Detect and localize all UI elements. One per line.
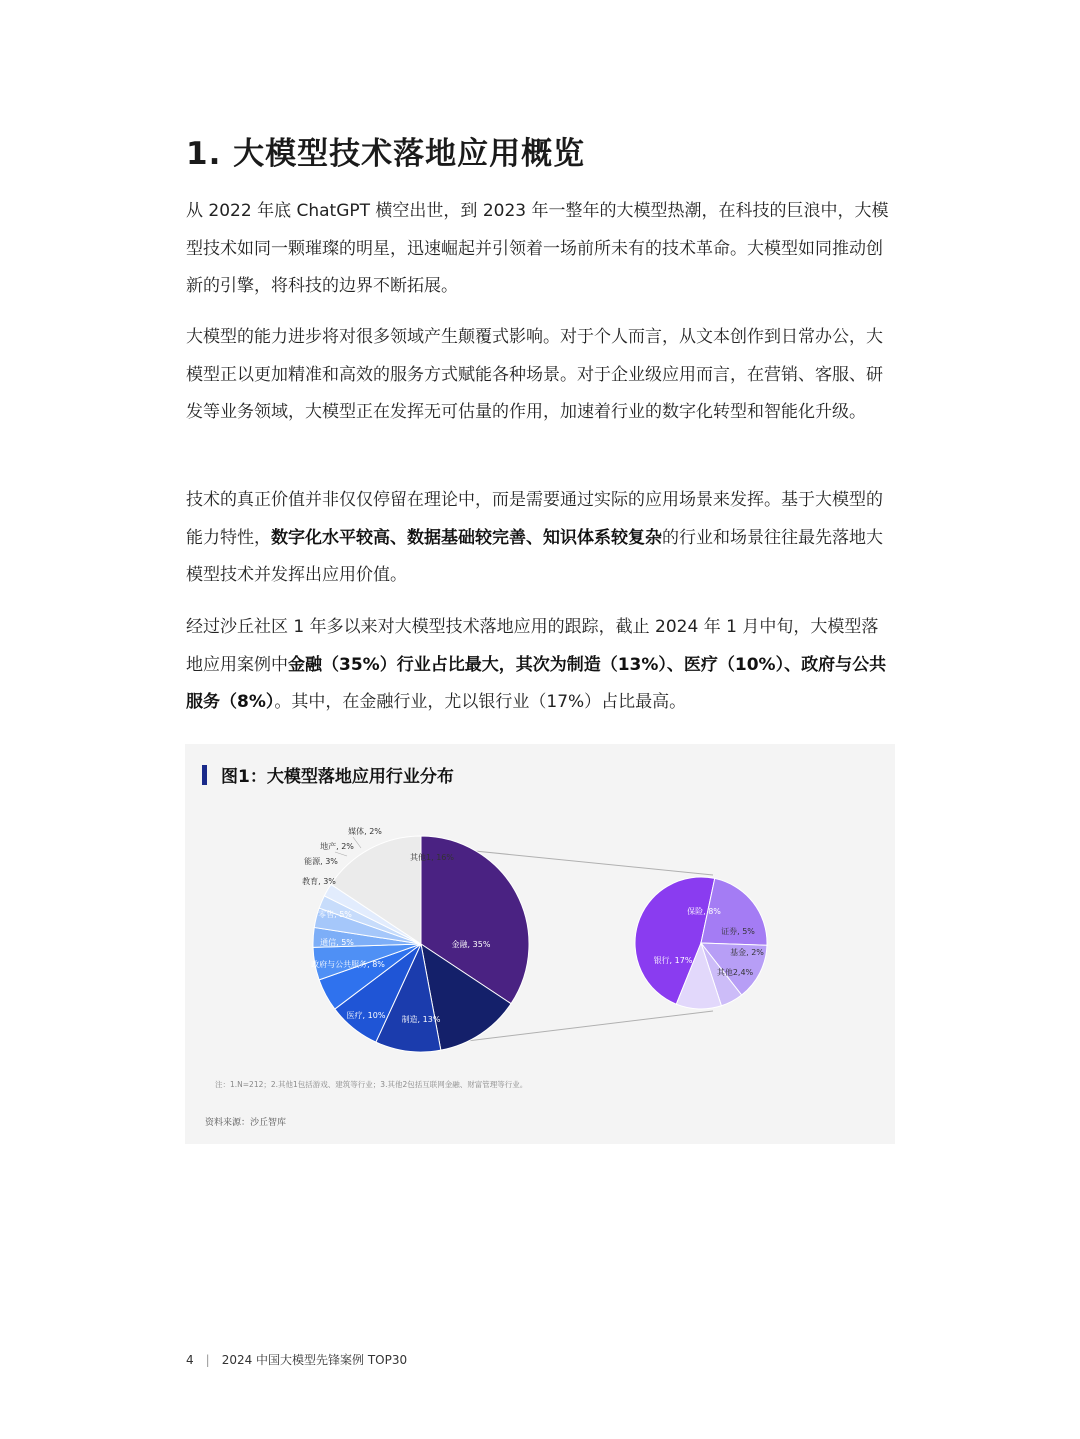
main-pie-slice-label-2: 医疗, 10% (346, 1011, 386, 1020)
detail-pie-slice-label-3: 基金, 2% (730, 948, 764, 957)
bold-text: 数字化水平较高、数据基础较完善、知识体系较复杂 (271, 527, 662, 548)
text-run: 经过沙丘社区 1 年多以来对大模型技术落地应用的跟踪，截止 2024 年 1 月中旬，大模型落地应用案例中 (186, 617, 879, 675)
main-pie-slice-label-5: 零售, 5% (318, 910, 352, 919)
figure-note: 注：1.N=212；2.其他1包括游戏、建筑等行业；3.其他2包括互联网金融、财富管理等行业。 (215, 1080, 528, 1089)
detail-pie-slice-label-0: 银行, 17% (653, 956, 693, 965)
page-number: 4 (186, 1353, 194, 1367)
detail-pie-slice-label-1: 保险, 8% (687, 907, 721, 916)
text-run: 技术的真正价值并非仅仅停留在理论中，而是需要通过实际的应用场景来发挥。基于大模型的能力特性， (186, 490, 883, 548)
figure-industry-distribution (185, 744, 895, 1144)
main-pie-slice-label-1: 制造, 13% (401, 1015, 441, 1024)
paragraph-1 (186, 193, 894, 306)
detail-pie-slice-label-2: 证券, 5% (721, 927, 755, 936)
text-run: 。其中，在金融行业，尤以银行业（17%）占比最高。 (274, 692, 687, 712)
section-heading: 1. 大模型技术落地应用概览 (186, 136, 586, 172)
main-pie-slice-label-7: 能源, 3% (304, 857, 338, 866)
connector-line-top (465, 850, 713, 875)
label-leader-line (335, 852, 347, 856)
figure-source: 资料来源：沙丘智库 (205, 1118, 287, 1128)
label-leader-line (353, 837, 361, 848)
connector-line-bottom (467, 1011, 713, 1041)
figure-title: 图1：大模型落地应用行业分布 (221, 767, 454, 787)
footer-separator: | (205, 1353, 210, 1367)
text-run: 从 2022 年底 ChatGPT 横空出世，到 2023 年一整年的大模型热潮，在科技的巨浪中，大模型技术如同一颗璀璨的明星，迅速崛起并引领着一场前所未有的技术革命。大模型如同推动创新的引擎，将科技的边界不断拓展。 (186, 201, 889, 296)
page-footer (186, 1351, 407, 1368)
main-pie-slice-label-6: 教育, 3% (302, 877, 336, 886)
main-pie-slice-label-3: 政府与公共服务, 8% (311, 960, 385, 969)
main-pie-slice-label-8: 地产, 2% (320, 842, 354, 851)
text-run: 的行业和场景往往最先落地大模型技术并发挥出应用价值。 (186, 527, 883, 585)
main-pie-slice-label-10: 其他1, 16% (410, 853, 454, 862)
main-pie-slice-label-0: 金融, 35% (451, 940, 491, 949)
detail-pie-slice-label-4: 其他2,4% (716, 968, 754, 977)
paragraph-2 (186, 319, 894, 432)
bold-text: 金融（35%）行业占比最大，其次为制造（13%）、医疗（10%）、政府与公共服务（8%） (186, 654, 887, 712)
main-pie-slice-label-9: 媒体, 2% (348, 827, 382, 836)
text-run: 大模型的能力进步将对很多领域产生颠覆式影响。对于个人而言，从文本创作到日常办公，大模型正以更加精准和高效的服务方式赋能各种场景。对于企业级应用而言，在营销、客服、研发等业务领域，大模型正在发挥无可估量的作用，加速着行业的数字化转型和智能化升级。 (186, 327, 883, 422)
paragraph-4 (186, 609, 894, 722)
footer-title: 2024 中国大模型先锋案例 TOP30 (221, 1353, 408, 1367)
paragraph-3 (186, 482, 894, 595)
main-pie-slice-label-4: 通信, 5% (320, 938, 354, 947)
